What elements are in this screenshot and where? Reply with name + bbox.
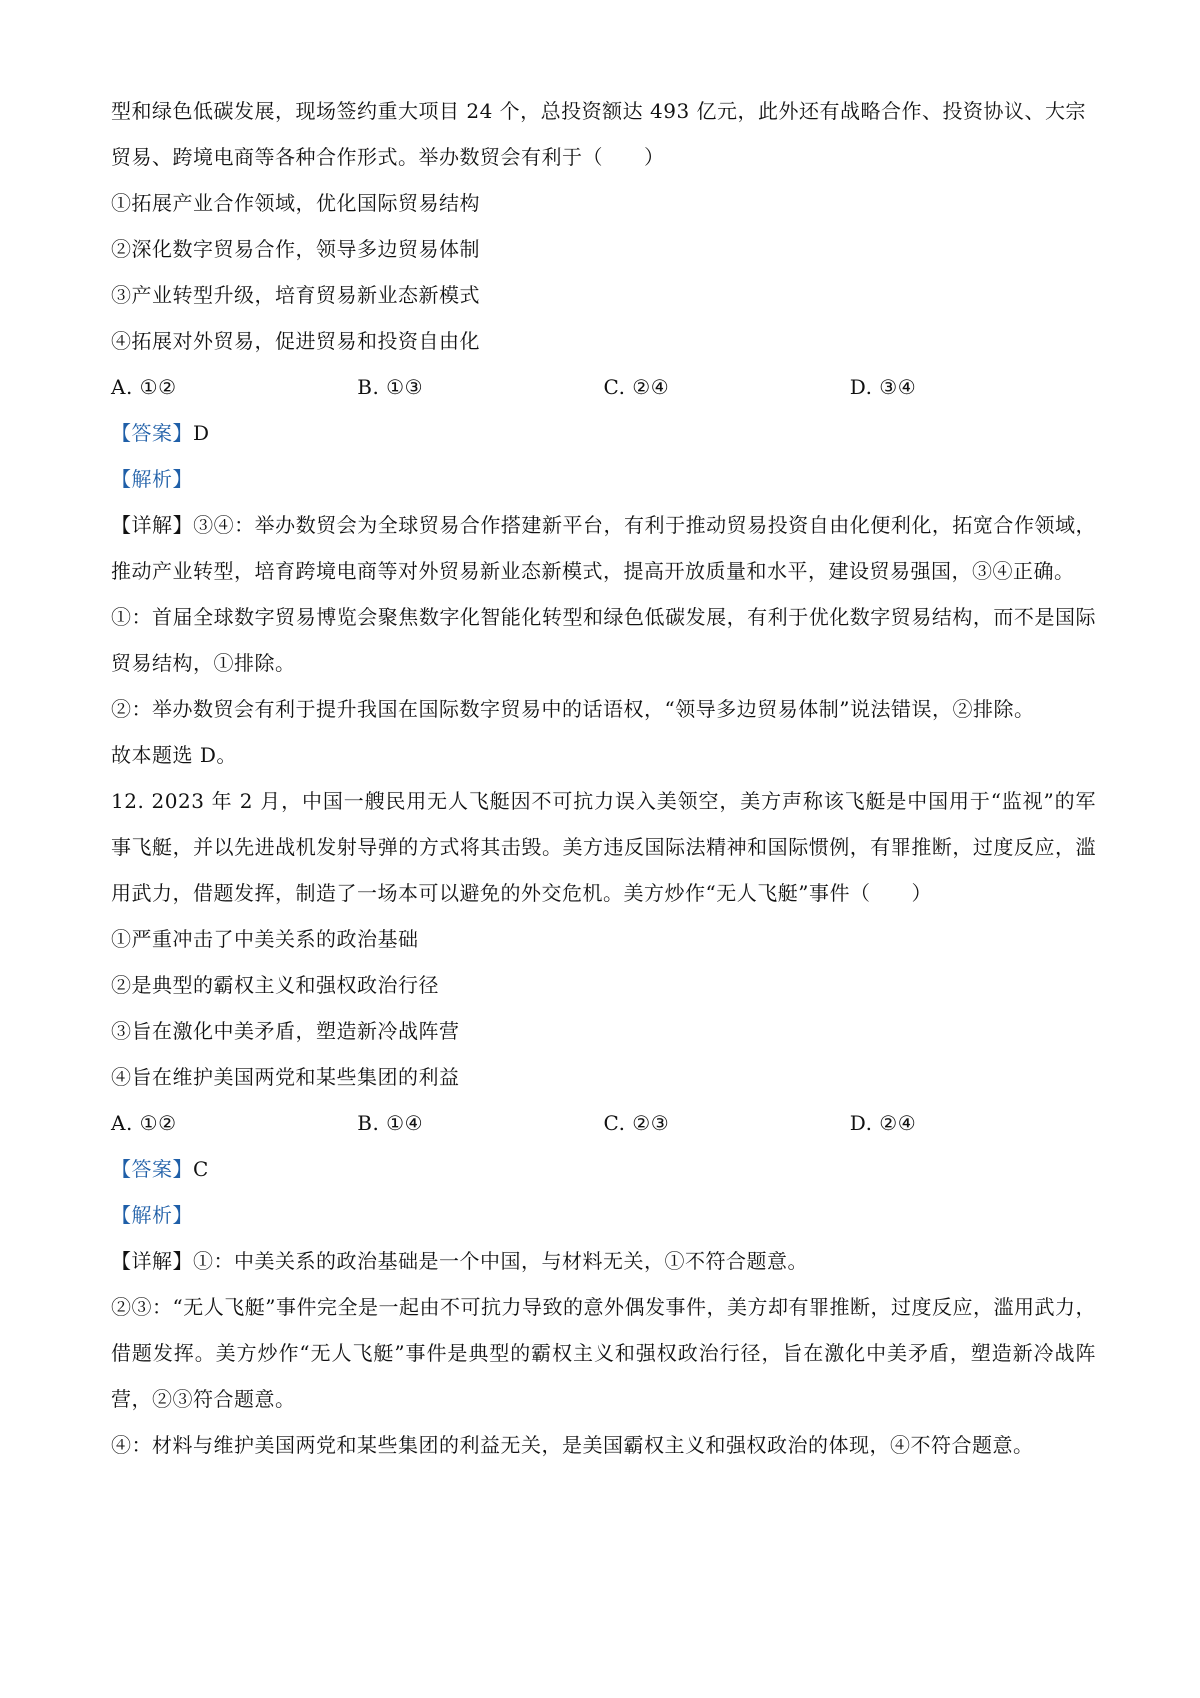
q12-item-1: ①严重冲击了中美关系的政治基础 — [111, 927, 419, 951]
q11-option-d: D. ③④ — [849, 375, 917, 399]
q12-stem: 12. 2023 年 2 月，中国一艘民用无人飞艇因不可抗力误入美领空，美方声称该飞艇是中国用于“监视”的军事飞艇，并以先进战机发射导弹的方式将其击毁。美方违反国际法精神和国际惯例，有罪推断，过度反应，滥用武力，借题发挥，制造了一场本可以避免的外交危机。美方炒作“无人飞艇”事件（ ） — [111, 789, 1096, 905]
q11-conclusion: 故本题选 D。 — [111, 743, 237, 767]
q12-option-a: A. ①② — [111, 1111, 177, 1135]
answer-value: D — [193, 421, 210, 445]
detail-tag: 【详解】 — [111, 513, 194, 537]
q11-answer — [111, 410, 1096, 456]
q11-detail-1 — [111, 502, 1096, 594]
q12-option-d: D. ②④ — [849, 1111, 917, 1135]
q11-options — [111, 364, 1096, 410]
analysis-tag: 【解析】 — [111, 467, 193, 491]
q12-item-3: ③旨在激化中美矛盾，塑造新冷战阵营 — [111, 1019, 460, 1043]
q11-item-4: ④拓展对外贸易，促进贸易和投资自由化 — [111, 329, 480, 353]
detail-text: ①：中美关系的政治基础是一个中国，与材料无关，①不符合题意。 — [193, 1249, 808, 1273]
q11-stem-line-2: 贸易、跨境电商等各种合作形式。举办数贸会有利于（ ） — [111, 145, 665, 169]
q12-detail-1 — [111, 1238, 1096, 1284]
q11-analysis-heading — [111, 456, 1096, 502]
q12-answer — [111, 1146, 1096, 1192]
q11-option-b: B. ①③ — [357, 375, 424, 399]
answer-value: C — [193, 1157, 209, 1181]
answer-tag: 【答案】 — [111, 421, 193, 445]
q12-option-b: B. ①④ — [357, 1111, 424, 1135]
q11-option-a: A. ①② — [111, 375, 177, 399]
q12-detail-3: ④：材料与维护美国两党和某些集团的利益无关，是美国霸权主义和强权政治的体现，④不符合题意。 — [111, 1433, 1034, 1457]
q12-option-c: C. ②③ — [603, 1111, 670, 1135]
detail-tag: 【详解】 — [111, 1249, 193, 1273]
detail-text: ③④：举办数贸会为全球贸易合作搭建新平台，有利于推动贸易投资自由化便利化，拓宽合作领域，推动产业转型，培育跨境电商等对外贸易新业态新模式，提高开放质量和水平，建设贸易强国，③④正确。 — [111, 513, 1097, 583]
q12-analysis-heading — [111, 1192, 1096, 1238]
q11-item-3: ③产业转型升级，培育贸易新业态新模式 — [111, 283, 480, 307]
q12-item-4: ④旨在维护美国两党和某些集团的利益 — [111, 1065, 460, 1089]
q11-detail-2: ①：首届全球数字贸易博览会聚焦数字化智能化转型和绿色低碳发展，有利于优化数字贸易结构，而不是国际贸易结构，①排除。 — [111, 605, 1096, 675]
analysis-tag: 【解析】 — [111, 1203, 193, 1227]
q11-item-1: ①拓展产业合作领域，优化国际贸易结构 — [111, 191, 480, 215]
answer-tag: 【答案】 — [111, 1157, 193, 1181]
q11-detail-3: ②：举办数贸会有利于提升我国在国际数字贸易中的话语权，“领导多边贸易体制”说法错误，②排除。 — [111, 697, 1035, 721]
q11-option-c: C. ②④ — [603, 375, 670, 399]
q12-item-2: ②是典型的霸权主义和强权政治行径 — [111, 973, 439, 997]
q12-detail-2: ②③：“无人飞艇”事件完全是一起由不可抗力导致的意外偶发事件，美方却有罪推断，过度反应，滥用武力，借题发挥。美方炒作“无人飞艇”事件是典型的霸权主义和强权政治行径，旨在激化中美矛盾，塑造新冷战阵营，②③符合题意。 — [111, 1295, 1096, 1411]
q12-options — [111, 1100, 1096, 1146]
page-content — [111, 88, 1096, 1468]
q11-item-2: ②深化数字贸易合作，领导多边贸易体制 — [111, 237, 480, 261]
q11-stem-line-1: 型和绿色低碳发展，现场签约重大项目 24 个，总投资额达 493 亿元，此外还有战略合作、投资协议、大宗 — [111, 99, 1087, 123]
